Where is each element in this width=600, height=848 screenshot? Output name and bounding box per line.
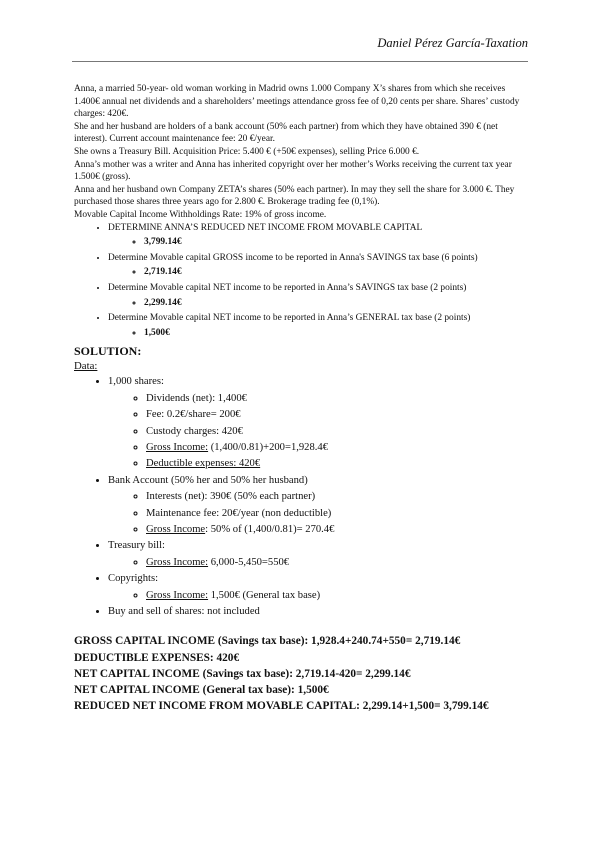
interests-line: ◦ Interests (net): 390€ (50% each partner)	[146, 489, 526, 505]
gross-income-label: Gross Income:	[146, 556, 209, 568]
page-header-author: Daniel Pérez García-Taxation	[377, 36, 528, 50]
treasury-bill-item	[108, 538, 526, 571]
questions-list	[74, 222, 526, 343]
question-item	[108, 312, 526, 342]
bank-account-label: Bank Account (50% her and 50% her husband)	[108, 474, 308, 486]
answer-value: ◦ 1,500€	[144, 325, 526, 343]
summary-line: NET CAPITAL INCOME (General tax base): 1,500€	[74, 683, 329, 696]
question-item	[108, 252, 526, 282]
header-divider	[72, 61, 528, 62]
shares-item	[108, 374, 526, 472]
question-text: Determine Movable capital NET income to be reported in Anna’s SAVINGS tax base (2 points)	[108, 282, 467, 293]
treasury-gross-income-line	[146, 555, 526, 571]
bank-account-item	[108, 473, 526, 539]
summary-line: DEDUCTIBLE EXPENSES: 420€	[74, 651, 240, 664]
question-item	[108, 282, 526, 312]
intro-paragraph: Movable Capital Income Withholdings Rate: 19% of gross income.	[74, 209, 327, 220]
gross-income-value: 1,500€ (General tax base)	[208, 589, 321, 601]
summary-line: NET CAPITAL INCOME (Savings tax base): 2,719.14-420= 2,299.14€	[74, 667, 411, 680]
question-item	[108, 222, 526, 252]
shares-label: 1,000 shares:	[108, 376, 164, 388]
summary-block	[74, 633, 526, 714]
deductible-expenses-label: Deductible expenses: 420€	[146, 458, 261, 470]
intro-paragraph: She and her husband are holders of a bank account (50% each partner) from which they have obtained 390 € (net interest). Current account maintenance fee: 20 €/year.	[74, 121, 498, 145]
gross-income-value: : 50% of (1,400/0.81)= 270.4€	[205, 523, 335, 535]
bank-gross-income-line	[146, 522, 526, 538]
answer-value: ◦ 3,799.14€	[144, 234, 526, 252]
dividends-line: ◦ Dividends (net): 1,400€	[146, 391, 526, 407]
gross-income-label: Gross Income:	[146, 589, 209, 601]
summary-line: REDUCED NET INCOME FROM MOVABLE CAPITAL: 2,299.14+1,500= 3,799.14€	[74, 700, 489, 713]
maintenance-line: ◦ Maintenance fee: 20€/year (non deductible)	[146, 506, 526, 522]
treasury-bill-label: Treasury bill:	[108, 540, 165, 552]
intro-paragraph: She owns a Treasury Bill. Acquisition Price: 5.400 € (+50€ expenses), selling Price 6.000 €.	[74, 146, 420, 157]
question-text: Determine Movable capital GROSS income to be reported in Anna's SAVINGS tax base (6 points)	[108, 252, 478, 263]
answer-value: ◦ 2,299.14€	[144, 295, 526, 313]
solution-heading: SOLUTION:	[74, 344, 142, 359]
fee-line: ◦ Fee: 0.2€/share= 200€	[146, 407, 526, 423]
gross-income-label: Gross Income	[146, 523, 206, 535]
solution-data-list	[74, 374, 526, 620]
gross-income-label: Gross Income:	[146, 441, 209, 453]
deductible-expenses-line	[146, 456, 526, 472]
gross-income-value: 6,000-5,450=550€	[208, 556, 290, 568]
summary-line: GROSS CAPITAL INCOME (Savings tax base): 1,928.4+240.74+550= 2,719.14€	[74, 635, 461, 648]
gross-income-value: (1,400/0.81)+200=1,928.4€	[208, 441, 329, 453]
custody-line: ◦ Custody charges: 420€	[146, 424, 526, 440]
document-body	[74, 83, 526, 714]
data-heading: Data:	[74, 360, 98, 373]
problem-statement	[74, 83, 526, 222]
copyrights-label: Copyrights:	[108, 573, 159, 585]
buy-sell-shares-item: • Buy and sell of shares: not included	[108, 604, 526, 620]
question-text: DETERMINE ANNA’S REDUCED NET INCOME FROM MOVABLE CAPITAL	[108, 222, 423, 233]
intro-paragraph: Anna, a married 50-year- old woman working in Madrid owns 1.000 Company X’s shares from which she receives 1.400€ annual net dividends and a shareholders’ meetings attendance gross fee of 0,20 cents per share. Shares’ custody charges: 420€.	[74, 84, 520, 120]
answer-value: ◦ 2,719.14€	[144, 264, 526, 282]
shares-gross-income-line	[146, 440, 526, 456]
intro-paragraph: Anna’s mother was a writer and Anna has inherited copyright over her mother’s Works receiving the current tax year 1.500€ (gross).	[74, 159, 512, 183]
question-text: Determine Movable capital NET income to be reported in Anna’s GENERAL tax base (2 points)	[108, 313, 471, 324]
copyrights-gross-income-line	[146, 588, 526, 604]
copyrights-item	[108, 571, 526, 604]
intro-paragraph: Anna and her husband own Company ZETA’s shares (50% each partner). In may they sell the share for 3.000 €. They purchased those shares three years ago for 2.800 €. Brokerage trading fee (0,1%).	[74, 184, 515, 208]
